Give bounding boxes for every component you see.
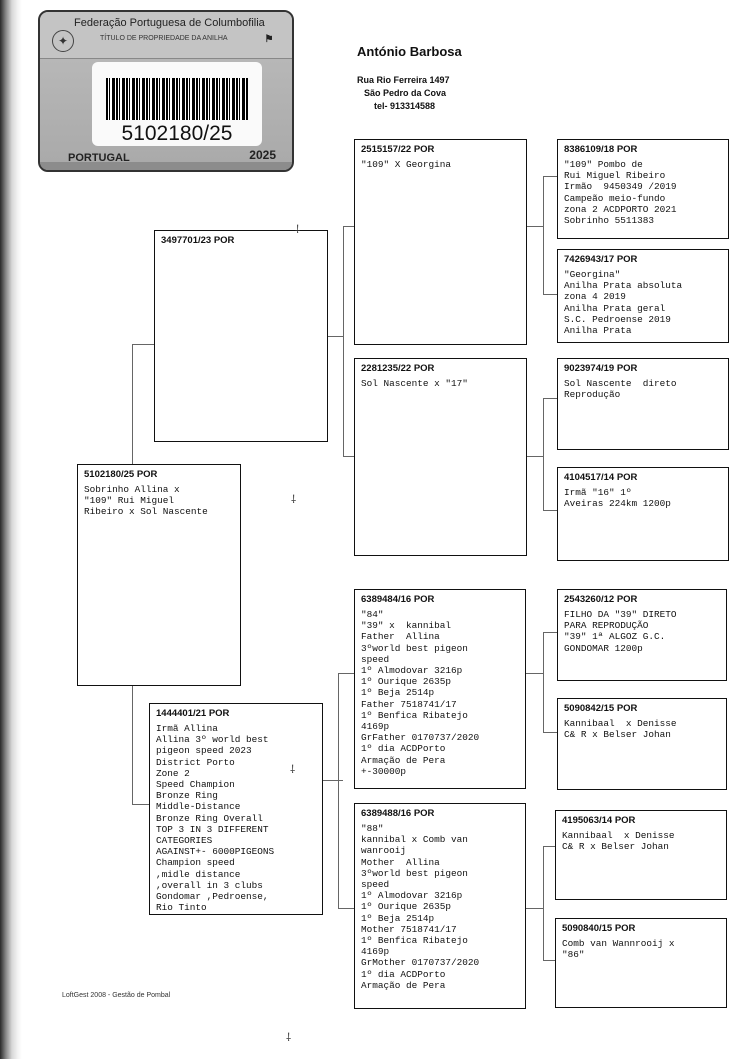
connector bbox=[338, 673, 354, 674]
connector bbox=[543, 846, 544, 960]
card-ring-number: 5102180/25 bbox=[121, 122, 233, 145]
pedigree-box-sire-sire bbox=[354, 139, 527, 345]
connector bbox=[343, 456, 354, 457]
connector bbox=[543, 510, 557, 511]
connector bbox=[132, 344, 154, 345]
connector bbox=[338, 908, 354, 909]
ring-number: 5090842/15 POR bbox=[564, 703, 638, 714]
pigeon-notes: "109" X Georgina bbox=[361, 159, 452, 170]
pigeon-notes: "88" kannibal x Comb van wanrooij Mother Allina 3ºworld best pigeon speed 1º Almodovar 3216p 1º Ourique 2635p 1º Beja 2514p Mother 7518741/17 1º Benfica Ribatejo 4169p GrMother 0170737/2020 1º dia ACDPorto Armação de Pera bbox=[361, 823, 480, 991]
connector bbox=[525, 673, 543, 674]
pigeon-notes: Comb van Wannrooij x "86" bbox=[562, 938, 675, 961]
ring-number: 8386109/18 POR bbox=[564, 144, 638, 155]
connector bbox=[543, 960, 555, 961]
software-footer: LoftGest 2008 - Gestão de Pombal bbox=[62, 992, 171, 999]
federation-name: Federação Portuguesa de Columbofilia bbox=[74, 17, 265, 29]
connector bbox=[338, 673, 339, 908]
card-subtitle: TÍTULO DE PROPRIEDADE DA ANILHA bbox=[100, 35, 228, 42]
pedigree-box-sds bbox=[557, 358, 729, 450]
scan-speck: ⸸ bbox=[295, 224, 301, 236]
ring-number: 7426943/17 POR bbox=[564, 254, 638, 265]
pedigree-box-ddd bbox=[555, 918, 727, 1008]
pigeon-notes: Kannibaal x Denisse C& R x Belser Johan bbox=[564, 718, 677, 741]
ring-ownership-card bbox=[38, 10, 294, 172]
scan-shadow-edge bbox=[0, 0, 22, 1059]
ring-number: 6389488/16 POR bbox=[361, 808, 435, 819]
card-year: 2025 bbox=[249, 148, 276, 162]
pigeon-notes: "84" "39" x kannibal Father Allina 3ºworld best pigeon speed 1º Almodovar 3216p 1º Ourique 2635p 1º Beja 2514p Father 7518741/17 1º Benfica Ribatejo 4169p GrFather 0170737/2020 1º dia ACDPorto Armação de Pera +-30000p bbox=[361, 609, 480, 777]
scan-speck: ⸸ bbox=[290, 764, 296, 776]
connector bbox=[543, 176, 557, 177]
connector bbox=[526, 226, 543, 227]
pigeon-notes: Sol Nascente direto Reprodução bbox=[564, 378, 677, 401]
connector bbox=[543, 846, 555, 847]
ring-number: 4195063/14 POR bbox=[562, 815, 636, 826]
pedigree-box-ssd bbox=[557, 249, 729, 343]
connector bbox=[322, 780, 343, 781]
connector bbox=[526, 456, 543, 457]
ring-number: 3497701/23 POR bbox=[161, 235, 235, 246]
pigeon-notes: Sol Nascente x "17" bbox=[361, 378, 468, 389]
ring-number: 2515157/22 POR bbox=[361, 144, 435, 155]
pigeon-notes: Irmã Allina Allina 3º world best pigeon speed 2023 District Porto Zone 2 Speed Champion Bronze Ring Middle-Distance Bronze Ring Overall TOP 3 IN 3 DIFFERENT CATEGORIES AGAINST+- 6000PIGEONS Champion speed ,midle distance ,overall in 3 clubs Gondomar ,Pedroense, Rio Tinto bbox=[156, 723, 275, 914]
owner-city: São Pedro da Cova bbox=[364, 88, 447, 98]
connector bbox=[132, 804, 149, 805]
connector bbox=[543, 732, 557, 733]
ring-number: 2543260/12 POR bbox=[564, 594, 638, 605]
connector bbox=[543, 632, 544, 732]
scan-speck: ⸸ bbox=[291, 494, 297, 506]
pigeon-notes: Irmã "16" 1º Aveiras 224km 1200p bbox=[564, 487, 671, 510]
pigeon-notes: Kannibaal x Denisse C& R x Belser Johan bbox=[562, 830, 675, 853]
pigeon-notes: "109" Pombo de Rui Miguel Ribeiro Irmão 9450349 /2019 Campeão meio-fundo zona 2 ACDPORTO 2021 Sobrinho 5511383 bbox=[564, 159, 677, 227]
ring-number: 5090840/15 POR bbox=[562, 923, 636, 934]
pedigree-box-subject bbox=[77, 464, 241, 686]
pedigree-box-dds bbox=[555, 810, 727, 900]
owner-name: António Barbosa bbox=[357, 44, 462, 59]
connector bbox=[543, 398, 544, 510]
ring-number: 4104517/14 POR bbox=[564, 472, 638, 483]
pedigree-box-sss bbox=[557, 139, 729, 239]
connector bbox=[327, 336, 343, 337]
pedigree-box-dss bbox=[557, 589, 727, 681]
pedigree-box-dsd bbox=[557, 698, 727, 790]
pigeon-notes: Sobrinho Allina x "109" Rui Miguel Ribeiro x Sol Nascente bbox=[84, 484, 208, 518]
connector bbox=[543, 176, 544, 294]
pigeon-notes: "Georgina" Anilha Prata absoluta zona 4 2019 Anilha Prata geral S.C. Pedroense 2019 Anilha Prata bbox=[564, 269, 683, 337]
card-label-area bbox=[92, 62, 262, 146]
connector bbox=[343, 226, 344, 456]
owner-phone: tel- 913314588 bbox=[374, 101, 436, 111]
pedigree-box-dam bbox=[149, 703, 323, 915]
barcode-icon bbox=[106, 78, 248, 120]
federation-seal-icon: ⚑ bbox=[264, 34, 274, 45]
ring-number: 6389484/16 POR bbox=[361, 594, 435, 605]
card-country: PORTUGAL bbox=[68, 152, 130, 164]
connector bbox=[543, 294, 557, 295]
pigeon-emblem-icon: ✦ bbox=[52, 30, 74, 52]
pigeon-notes: FILHO DA "39" DIRETO PARA REPRODUÇÃO "39" 1ª ALGOZ G.C. GONDOMAR 1200p bbox=[564, 609, 677, 654]
scan-speck: ⸸ bbox=[286, 1032, 292, 1044]
ring-number: 1444401/21 POR bbox=[156, 708, 230, 719]
pedigree-box-sdd bbox=[557, 467, 729, 561]
pedigree-box-dam-sire bbox=[354, 589, 526, 789]
owner-address: Rua Rio Ferreira 1497 bbox=[357, 75, 450, 85]
ring-number: 2281235/22 POR bbox=[361, 363, 435, 374]
pedigree-box-sire-dam bbox=[354, 358, 527, 556]
ring-number: 5102180/25 POR bbox=[84, 469, 158, 480]
connector bbox=[343, 226, 354, 227]
ring-number: 9023974/19 POR bbox=[564, 363, 638, 374]
pedigree-box-sire bbox=[154, 230, 328, 442]
connector bbox=[525, 908, 543, 909]
connector bbox=[543, 398, 557, 399]
connector bbox=[543, 632, 557, 633]
pedigree-box-dam-dam bbox=[354, 803, 526, 1009]
